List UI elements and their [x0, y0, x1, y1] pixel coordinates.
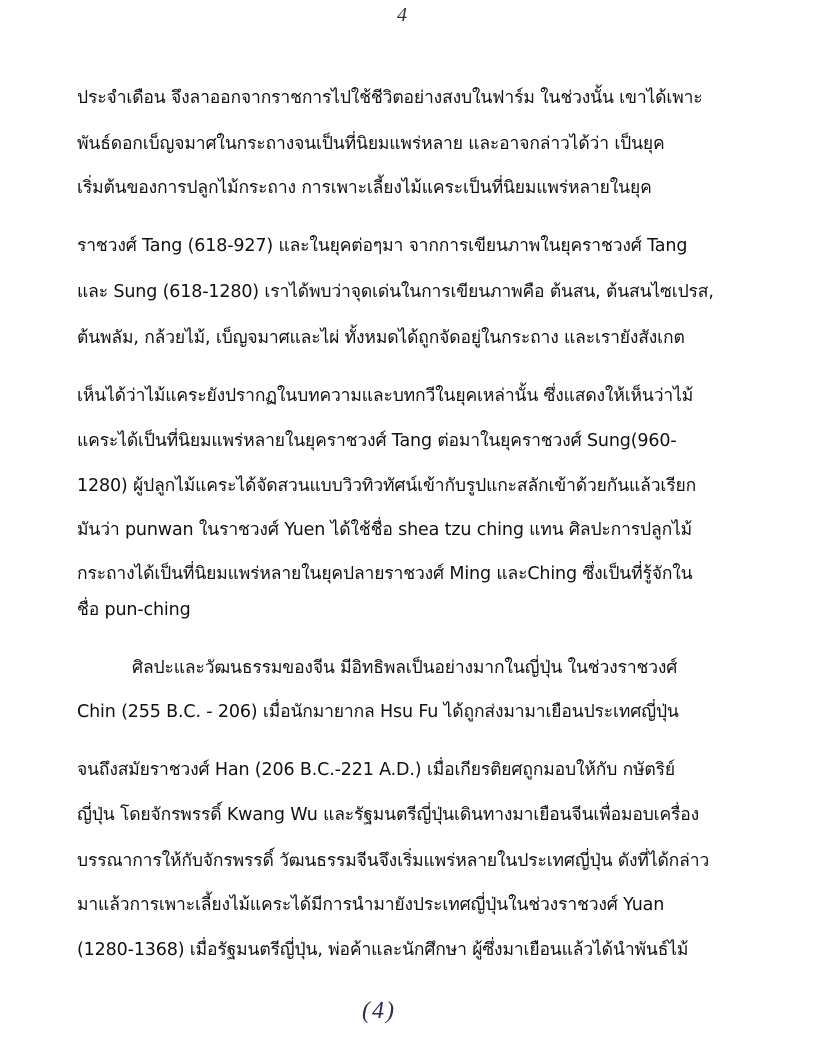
text-line: Chin (255 B.C. - 206) เมื่อนักมายากล Hsu Fu ได้ถูกส่งมามาเยือนประเทศญี่ปุ่น — [77, 702, 679, 722]
text-line: กระถางได้เป็นที่นิยมแพร่หลายในยุคปลายราชวงศ์ Ming และChing ซึ่งเป็นที่รู้จักใน — [77, 564, 693, 584]
text-line: จนถึงสมัยราชวงศ์ Han (206 B.C.-221 A.D.) เมื่อเกียรติยศถูกมอบให้กับ กษัตริย์ — [77, 760, 675, 780]
text-line: เห็นได้ว่าไม้แคระยังปรากฏในบทความและบทกวีในยุคเหล่านั้น ซึ่งแสดงให้เห็นว่าไม้ — [77, 386, 694, 406]
text-line: ประจำเดือน จึงลาออกจากราชการไปใช้ชีวิตอย่างสงบในฟาร์ม ในช่วงนั้น เขาได้เพาะ — [77, 88, 703, 108]
text-line: ต้นพลัม, กล้วยไม้, เบ็ญจมาศและไผ่ ทั้งหมดได้ถูกจัดอยู่ในกระถาง และเรายังสังเกต — [77, 328, 685, 348]
text-line: บรรณาการให้กับจักรพรรดิ์ วัฒนธรรมจีนจึงเริ่มแพร่หลายในประเทศญี่ปุ่น ดังที่ได้กล่าว — [77, 851, 710, 871]
text-line: (1280-1368) เมื่อรัฐมนตรีญี่ปุ่น, พ่อค้าและนักศึกษา ผู้ซึ่งมาเยือนแล้วได้นำพันธ์ไม้ — [77, 940, 689, 960]
text-line: และ Sung (618-1280) เราได้พบว่าจุดเด่นในการเขียนภาพคือ ต้นสน, ต้นสนไซเปรส, — [77, 282, 714, 302]
text-line: ศิลปะและวัฒนธรรมของจีน มีอิทธิพลเป็นอย่างมากในญี่ปุ่น ในช่วงราชวงศ์ — [132, 658, 678, 678]
text-line: 1280) ผู้ปลูกไม้แคระได้จัดสวนแบบวิวทิวทัศน์เข้ากับรูปแกะสลักเข้าด้วยกันแล้วเรียก — [77, 476, 697, 496]
text-line: ญี่ปุ่น โดยจักรพรรดิ์ Kwang Wu และรัฐมนตรีญี่ปุ่นเดินทางมาเยือนจีนเพื่อมอบเครื่อง — [77, 805, 700, 825]
text-line: เริ่มต้นของการปลูกไม้กระถาง การเพาะเลี้ยงไม้แคระเป็นที่นิยมแพร่หลายในยุค — [77, 178, 652, 198]
text-line: มันว่า punwan ในราชวงศ์ Yuen ได้ใช้ชื่อ shea tzu ching แทน ศิลปะการปลูกไม้ — [77, 520, 693, 540]
text-line: ราชวงศ์ Tang (618-927) และในยุคต่อๆมา จากการเขียนภาพในยุคราชวงศ์ Tang — [77, 236, 688, 256]
text-line: มาแล้วการเพาะเลี้ยงไม้แคระได้มีการนำมายังประเทศญี่ปุ่นในช่วงราชวงศ์ Yuan — [77, 895, 665, 915]
page-number-bottom: (4) — [362, 998, 396, 1024]
page-number-top: 4 — [397, 4, 407, 26]
text-line: พันธ์ดอกเบ็ญจมาศในกระถางจนเป็นที่นิยมแพร่หลาย และอาจกล่าวได้ว่า เป็นยุค — [77, 134, 665, 154]
text-line: ชื่อ pun-ching — [77, 600, 191, 620]
text-line: แคระได้เป็นที่นิยมแพร่หลายในยุคราชวงศ์ Tang ต่อมาในยุคราชวงศ์ Sung(960- — [77, 431, 677, 451]
